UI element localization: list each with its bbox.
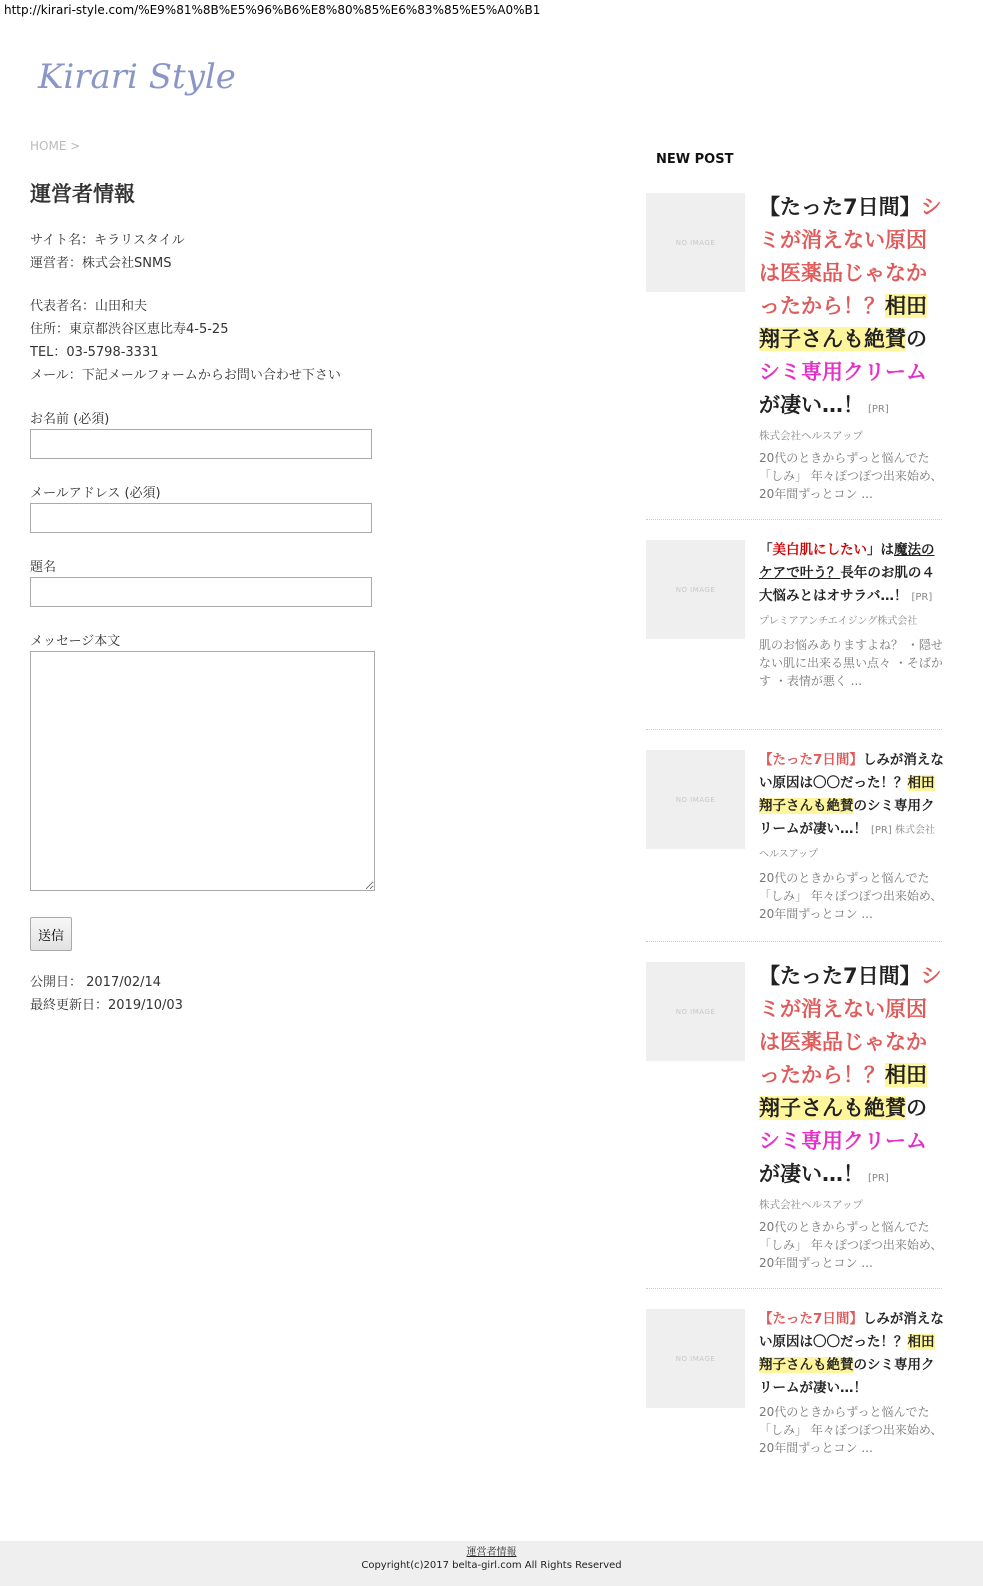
footer-operator-link[interactable]: 運営者情報: [466, 1547, 517, 1558]
title-part: のシミ専用クリームが凄い…！: [759, 1357, 935, 1396]
post-excerpt: 20代のときからずっと悩んでた「しみ」 年々ぽつぽつ出来始め、20年間ずっとコン ...: [759, 451, 943, 501]
title-part: 相田翔子さんも絶賛: [759, 1063, 927, 1120]
post-title[interactable]: [759, 1308, 944, 1400]
message-field[interactable]: [30, 651, 375, 891]
post-title[interactable]: [759, 191, 944, 426]
title-part: が凄い…！: [759, 1162, 864, 1186]
title-part: 【たった7日間】: [759, 752, 863, 768]
page-title: 運営者情報: [30, 182, 135, 206]
post-separator: [646, 941, 942, 942]
svg-text:Kirari Style: Kirari Style: [38, 57, 236, 97]
post-title[interactable]: [759, 539, 944, 633]
post-separator: [646, 519, 942, 520]
site-info: [30, 229, 185, 275]
breadcrumb[interactable]: HOME >: [30, 139, 81, 153]
footer: [0, 1541, 983, 1586]
title-part: 「: [759, 542, 773, 558]
title-part: 相田翔子さんも絶賛: [759, 1334, 935, 1373]
post-author: 株式会社ヘルスアップ: [759, 1199, 863, 1211]
pr-badge: [PR] プレミアアンチエイジング株式会社: [759, 592, 933, 627]
operator-text: 運営者：株式会社SNMS: [30, 256, 172, 271]
post-separator: [646, 1288, 942, 1289]
logo-script-text: [36, 48, 266, 108]
post-body: [759, 1309, 944, 1457]
updated-date: 最終更新日：2019/10/03: [30, 998, 183, 1013]
title-part: 」は: [867, 542, 894, 558]
post-excerpt: 20代のときからずっと悩んでた「しみ」 年々ぽつぽつ出来始め、20年間ずっとコン ...: [759, 1405, 943, 1455]
title-part: 【たった7日間】: [759, 964, 921, 988]
title-part: シミが消えない原因は医薬品じゃなかったから！？: [759, 195, 942, 318]
subject-label: 題名: [30, 560, 57, 575]
title-part: のシミ専用クリームが凄い…！: [759, 798, 935, 837]
subject-field[interactable]: [30, 577, 372, 607]
post-title[interactable]: [759, 960, 944, 1195]
post-body: [759, 962, 944, 1272]
post-excerpt: 肌のお悩みありますよね？ ・隠せない肌に出来る黒い点々 ・そばかす ・表情が悪く ...: [759, 638, 943, 688]
tel-text: TEL：03-5798-3331: [30, 345, 159, 360]
post-thumbnail[interactable]: NO IMAGE: [646, 750, 745, 849]
title-part: 【たった7日間】: [759, 195, 921, 219]
post-thumbnail[interactable]: NO IMAGE: [646, 1309, 745, 1408]
title-part: 魔法のケアで叶う？: [759, 542, 935, 581]
submit-button[interactable]: 送信: [30, 917, 72, 951]
published-date: 公開日： 2017/02/14: [30, 975, 162, 990]
page-url: http://kirari-style.com/%E9%81%8B%E5%96%B6%E8%80%85%E6%83%85%E5%A0%B1: [4, 3, 541, 17]
pr-badge: [PR]: [868, 404, 889, 415]
title-part: 相田翔子さんも絶賛: [759, 775, 935, 814]
pr-badge: [PR]: [868, 1173, 889, 1184]
title-part: 【たった7日間】: [759, 1311, 863, 1327]
title-part: しみが消えない原因は〇〇だった！？: [759, 752, 944, 791]
title-part: 相田翔子さんも絶賛: [759, 294, 927, 351]
post-separator: [646, 729, 942, 730]
representative-text: 代表者名：山田和夫: [30, 299, 148, 314]
site-name-text: サイト名：キラリスタイル: [30, 233, 185, 248]
address-text: 住所：東京都渋谷区恵比寿4-5-25: [30, 322, 229, 337]
title-part: しみが消えない原因は〇〇だった！？: [759, 1311, 944, 1350]
copyright-text: Copyright(c)2017 belta-girl.com All Rights Reserved: [361, 1560, 622, 1571]
post-dates: [30, 971, 183, 1017]
title-part: 美白肌にしたい: [772, 542, 867, 558]
post-thumbnail[interactable]: NO IMAGE: [646, 962, 745, 1061]
title-part: シミが消えない原因は医薬品じゃなかったから！？: [759, 964, 942, 1087]
sidebar-heading: NEW POST: [656, 152, 734, 167]
name-field[interactable]: [30, 429, 372, 459]
post-body: [759, 750, 944, 923]
post-body: [759, 540, 944, 690]
site-logo[interactable]: [36, 48, 266, 108]
contact-info: [30, 295, 341, 387]
post-body: [759, 193, 944, 503]
title-part: シミ専用クリーム: [759, 360, 927, 384]
pr-badge: [PR] 株式会社ヘルスアップ: [759, 825, 935, 860]
title-part: 長年のお肌の４大悩みとはオサラバ…！: [759, 565, 935, 604]
name-label: お名前 (必須): [30, 412, 110, 427]
title-part: の: [906, 327, 927, 351]
mail-text: メール：下記メールフォームからお問い合わせ下さい: [30, 368, 341, 383]
title-part: が凄い…！: [759, 393, 864, 417]
post-author: 株式会社ヘルスアップ: [759, 430, 863, 442]
message-label: メッセージ本文: [30, 634, 121, 649]
title-part: シミ専用クリーム: [759, 1129, 927, 1153]
post-thumbnail[interactable]: NO IMAGE: [646, 193, 745, 292]
email-label: メールアドレス (必須): [30, 486, 161, 501]
post-title[interactable]: [759, 749, 944, 866]
post-thumbnail[interactable]: NO IMAGE: [646, 540, 745, 639]
post-excerpt: 20代のときからずっと悩んでた「しみ」 年々ぽつぽつ出来始め、20年間ずっとコン ...: [759, 871, 943, 921]
post-excerpt: 20代のときからずっと悩んでた「しみ」 年々ぽつぽつ出来始め、20年間ずっとコン ...: [759, 1220, 943, 1270]
email-field[interactable]: [30, 503, 372, 533]
title-part: の: [906, 1096, 927, 1120]
